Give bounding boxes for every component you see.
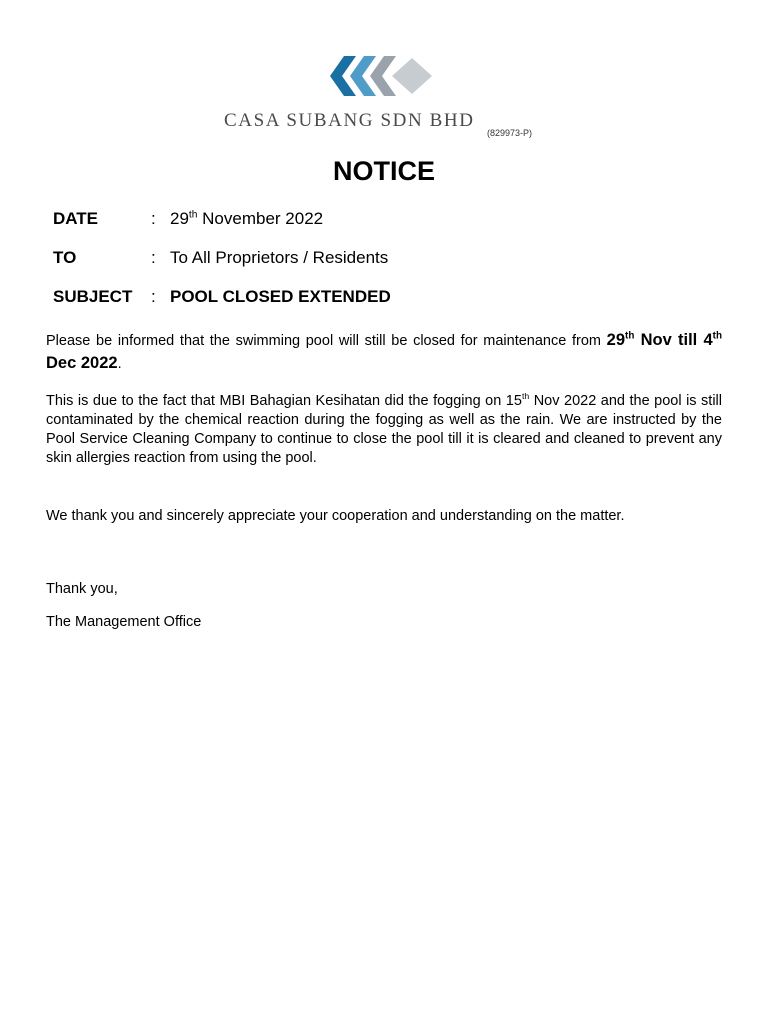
paragraph-closure-dates: Please be informed that the swimming pool will still be closed for maintenance from 29th Nov till 4th Dec 2022.	[46, 330, 722, 372]
date-label: DATE	[53, 209, 99, 228]
date-rest: November 2022	[197, 209, 324, 228]
date-value	[170, 209, 323, 229]
date-day: 29	[170, 209, 189, 228]
company-name: CASA SUBANG SDN BHD	[224, 110, 475, 131]
to-colon: :	[151, 248, 156, 267]
signature-text: The Management Office	[46, 614, 202, 630]
subject-label: SUBJECT	[53, 287, 133, 306]
to-value: To All Proprietors / Residents	[170, 248, 389, 267]
date-day-suffix: th	[188, 209, 198, 221]
closure-start: 29th Nov till 4th Dec 2022	[46, 330, 722, 372]
notice-title: NOTICE	[332, 156, 435, 186]
company-registration: (829973-P)	[487, 128, 533, 138]
subject-value: POOL CLOSED EXTENDED	[170, 287, 391, 306]
subject-colon: :	[151, 287, 156, 306]
company-logo-icon	[330, 56, 438, 108]
to-label: TO	[53, 248, 77, 267]
date-colon: :	[151, 209, 156, 228]
paragraph-reason: This is due to the fact that MBI Bahagian Kesihatan did the fogging on 15th Nov 2022 and the pool is still contaminated by the chemical reaction during the fogging as well as the rain. We are instructed by the Pool Service Cleaning Company to continue to close the pool till it is cleared and cleaned to prevent any skin allergies reaction from using the pool.	[46, 391, 722, 466]
closing-text: Thank you,	[46, 581, 118, 597]
paragraph-thanks: We thank you and sincerely appreciate your cooperation and understanding on the matter.	[46, 508, 625, 524]
